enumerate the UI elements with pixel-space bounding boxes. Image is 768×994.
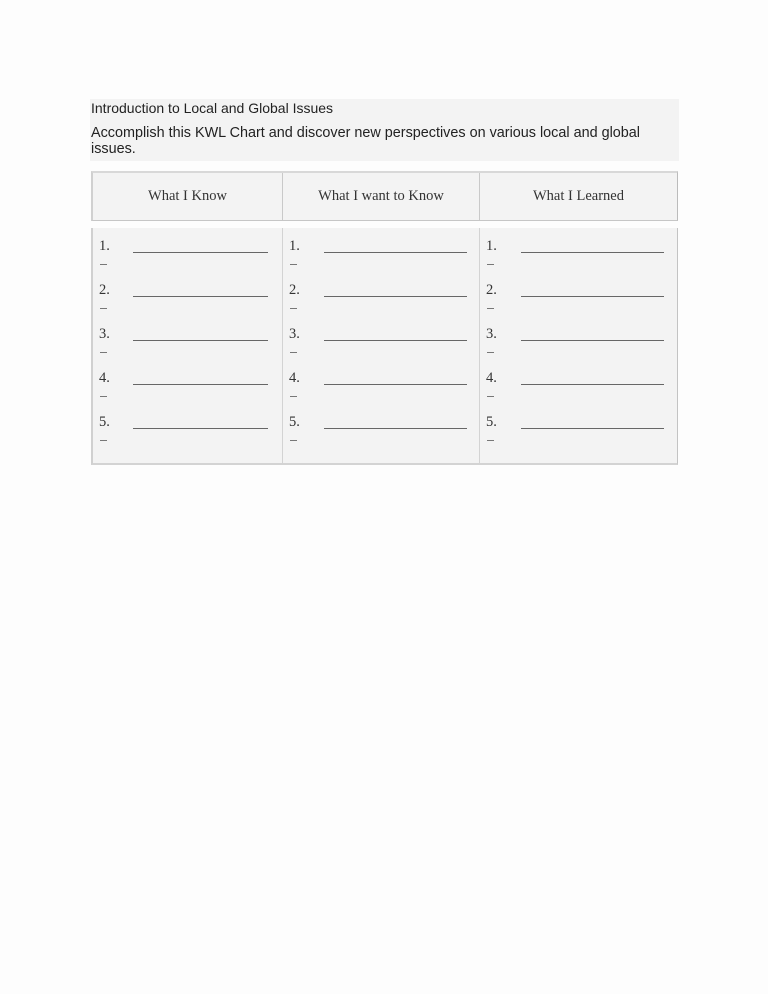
kwl-body-row — [91, 228, 678, 465]
item-number: 5. — [486, 414, 497, 430]
intro-box — [90, 99, 679, 161]
dash — [100, 264, 107, 265]
item-number: 2. — [99, 282, 110, 298]
dash — [290, 440, 297, 441]
intro-description: Accomplish this KWL Chart and discover new perspectives on various local and global issues. — [91, 125, 640, 157]
dash — [290, 352, 297, 353]
answer-blank[interactable] — [133, 296, 268, 297]
item-number: 4. — [289, 370, 300, 386]
answer-blank[interactable] — [324, 340, 467, 341]
item-number: 5. — [289, 414, 300, 430]
item-number: 2. — [486, 282, 497, 298]
list-item — [480, 281, 677, 325]
dash — [290, 396, 297, 397]
dash — [100, 440, 107, 441]
kwl-header-row — [91, 171, 678, 221]
answer-blank[interactable] — [521, 252, 664, 253]
list-item — [283, 325, 479, 369]
dash — [487, 352, 494, 353]
answer-blank[interactable] — [521, 296, 664, 297]
header-what-i-want-to-know: What I want to Know — [282, 173, 479, 220]
item-number: 3. — [486, 326, 497, 342]
dash — [290, 308, 297, 309]
item-number: 3. — [289, 326, 300, 342]
answer-blank[interactable] — [133, 340, 268, 341]
column-what-i-learned — [479, 228, 677, 463]
list-item — [93, 237, 282, 281]
dash — [100, 396, 107, 397]
item-number: 2. — [289, 282, 300, 298]
item-number: 4. — [99, 370, 110, 386]
list-item — [93, 413, 282, 457]
list-item — [480, 369, 677, 413]
item-number: 5. — [99, 414, 110, 430]
answer-blank[interactable] — [324, 252, 467, 253]
list-item — [283, 281, 479, 325]
list-item — [93, 325, 282, 369]
list-item — [283, 237, 479, 281]
dash — [487, 308, 494, 309]
item-number: 1. — [99, 238, 110, 254]
list-item — [480, 237, 677, 281]
intro-title: Introduction to Local and Global Issues — [91, 100, 334, 116]
answer-blank[interactable] — [133, 384, 268, 385]
answer-blank[interactable] — [521, 384, 664, 385]
dash — [100, 308, 107, 309]
answer-blank[interactable] — [133, 252, 268, 253]
list-item — [93, 281, 282, 325]
list-item — [283, 413, 479, 457]
kwl-chart — [91, 171, 679, 465]
dash — [487, 440, 494, 441]
list-item — [480, 325, 677, 369]
answer-blank[interactable] — [521, 340, 664, 341]
item-number: 1. — [289, 238, 300, 254]
column-what-i-want-to-know — [282, 228, 479, 463]
list-item — [480, 413, 677, 457]
answer-blank[interactable] — [324, 428, 467, 429]
list-item — [283, 369, 479, 413]
header-what-i-know: What I Know — [148, 188, 227, 204]
dash — [487, 264, 494, 265]
column-what-i-know — [93, 228, 282, 463]
list-item — [93, 369, 282, 413]
dash — [100, 352, 107, 353]
dash — [290, 264, 297, 265]
dash — [487, 396, 494, 397]
answer-blank[interactable] — [521, 428, 664, 429]
answer-blank[interactable] — [324, 384, 467, 385]
answer-blank[interactable] — [324, 296, 467, 297]
answer-blank[interactable] — [133, 428, 268, 429]
item-number: 4. — [486, 370, 497, 386]
header-what-i-learned: What I Learned — [479, 173, 677, 220]
item-number: 1. — [486, 238, 497, 254]
item-number: 3. — [99, 326, 110, 342]
